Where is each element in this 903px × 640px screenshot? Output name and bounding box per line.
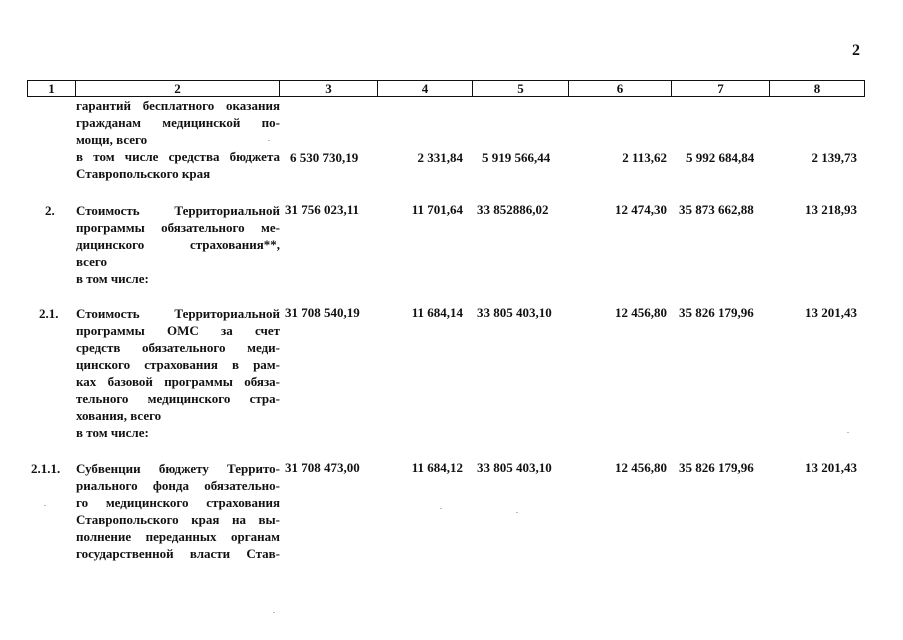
row-description-line: мощи, всего xyxy=(76,132,148,147)
column-header-row xyxy=(27,80,865,97)
value-col-7: 35 826 179,96 xyxy=(679,460,754,475)
row-description-line: средств обязательного меди- xyxy=(76,340,280,355)
value-col-3: 31 756 023,11 xyxy=(285,202,360,217)
value-col-3: 31 708 540,19 xyxy=(285,305,360,320)
scan-speck xyxy=(44,505,46,506)
column-header-6: 6 xyxy=(569,81,672,97)
value-col-6: 12 456,80 xyxy=(615,460,667,475)
scan-speck xyxy=(268,140,270,141)
value-col-3: 6 530 730,19 xyxy=(290,150,359,165)
row-description-line: Ставропольского края xyxy=(76,166,211,181)
row-description-line: Ставропольского края на вы- xyxy=(76,512,280,527)
row-description-line: полнение переданных органам xyxy=(76,529,280,544)
row-description xyxy=(76,460,280,562)
value-col-5: 33 805 403,10 xyxy=(477,305,552,320)
scan-speck xyxy=(273,612,275,613)
row-number: 2.1. xyxy=(39,306,59,321)
row-description-line: Стоимость Территориальной xyxy=(76,203,280,218)
column-header-4: 4 xyxy=(378,81,473,97)
row-description-line: всего xyxy=(76,254,107,269)
value-col-6: 12 474,30 xyxy=(615,202,667,217)
row-description-line: гражданам медицинской по- xyxy=(76,115,280,130)
page-number: 2 xyxy=(852,42,860,59)
column-header-7: 7 xyxy=(672,81,770,97)
scan-speck xyxy=(847,432,849,433)
value-col-8: 2 139,73 xyxy=(811,150,857,165)
scan-speck xyxy=(516,512,518,513)
row-description-line: в том числе: xyxy=(76,271,149,286)
column-header-3: 3 xyxy=(280,81,378,97)
value-col-6: 12 456,80 xyxy=(615,305,667,320)
row-number: 2.1.1. xyxy=(31,461,61,476)
row-description-line: государственной власти Став- xyxy=(76,546,280,561)
value-col-7: 35 873 662,88 xyxy=(679,202,754,217)
column-header-5: 5 xyxy=(473,81,569,97)
row-description-line: дицинского страхования**, xyxy=(76,237,280,252)
value-col-3: 31 708 473,00 xyxy=(285,460,360,475)
column-header-2: 2 xyxy=(76,81,280,97)
row-number: 2. xyxy=(45,203,55,218)
value-col-5: 33 852886,02 xyxy=(477,202,549,217)
value-col-5: 33 805 403,10 xyxy=(477,460,552,475)
value-col-7: 35 826 179,96 xyxy=(679,305,754,320)
column-header-8: 8 xyxy=(770,81,865,97)
row-description-line: го медицинского страхования xyxy=(76,495,280,510)
row-description-line: в том числе средства бюджета xyxy=(76,149,280,164)
value-col-4: 2 331,84 xyxy=(417,150,463,165)
column-header-1: 1 xyxy=(28,81,76,97)
scan-speck xyxy=(440,508,442,509)
value-col-4: 11 684,12 xyxy=(411,460,463,475)
row-description xyxy=(76,202,280,287)
row-description xyxy=(76,97,280,182)
row-description-line: ках базовой программы обяза- xyxy=(76,374,280,389)
value-col-8: 13 201,43 xyxy=(805,460,857,475)
row-description-line: программы обязательного ме- xyxy=(76,220,280,235)
row-description-line: Стоимость Территориальной xyxy=(76,306,280,321)
row-description-line: хования, всего xyxy=(76,408,162,423)
value-col-8: 13 218,93 xyxy=(805,202,857,217)
row-description-line: риального фонда обязательно- xyxy=(76,478,280,493)
row-description xyxy=(76,305,280,441)
row-description-line: в том числе: xyxy=(76,425,149,440)
value-col-5: 5 919 566,44 xyxy=(482,150,551,165)
row-description-line: Субвенции бюджету Террито- xyxy=(76,461,280,476)
value-col-7: 5 992 684,84 xyxy=(686,150,755,165)
row-description-line: цинского страхования в рам- xyxy=(76,357,280,372)
value-col-4: 11 701,64 xyxy=(411,202,463,217)
value-col-8: 13 201,43 xyxy=(805,305,857,320)
row-description-line: тельного медицинского стра- xyxy=(76,391,280,406)
value-col-6: 2 113,62 xyxy=(622,150,667,165)
row-description-line: гарантий бесплатного оказания xyxy=(76,98,280,113)
value-col-4: 11 684,14 xyxy=(411,305,463,320)
row-description-line: программы ОМС за счет xyxy=(76,323,280,338)
